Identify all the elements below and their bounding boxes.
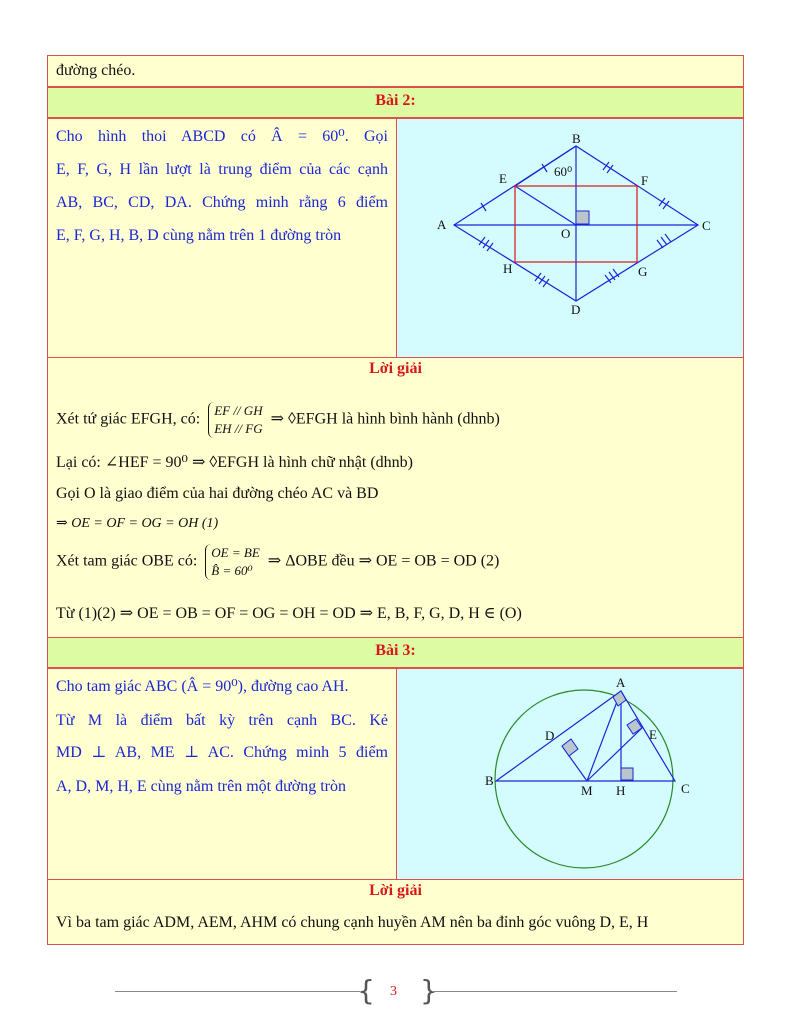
label-d: D (571, 302, 581, 317)
label-e: E (499, 171, 507, 186)
bai2-problem-line-1: Cho hình thoi ABCD có Â = 60⁰. Gọi (56, 128, 388, 145)
bai2-problem-line-4: E, F, G, H, B, D cùng nằm trên 1 đường tròn (56, 227, 342, 244)
bai3-title: Bài 3: (375, 642, 416, 659)
bai3-figure-cell (396, 668, 744, 880)
bai2-problem-line-3: AB, BC, CD, DA. Chứng minh rằng 6 điểm (56, 194, 388, 211)
right-angle-mark-o (576, 211, 589, 224)
segment-me (587, 728, 642, 781)
triangle-circle-figure (397, 669, 743, 879)
bai2-figure-cell (396, 118, 744, 358)
label-a3: A (616, 675, 626, 690)
label-c: C (702, 218, 711, 233)
bai3-problem-line-4: A, D, M, H, E cùng nằm trên một đường tròn (56, 778, 346, 795)
loigiai1-system-2 (205, 544, 259, 580)
bai3-header (47, 637, 744, 668)
loigiai1-system-1-eq-1: EF // GH (214, 403, 263, 418)
label-a: A (437, 217, 447, 232)
loigiai1-line-5 (56, 544, 499, 580)
label-m3: M (581, 783, 593, 798)
loigiai1-system-1-eq-2: EH // FG (214, 421, 263, 436)
label-h: H (503, 261, 513, 276)
rhombus-figure (397, 119, 743, 357)
loigiai1-cell (47, 357, 744, 638)
loigiai1-line-4: ⇒ OE = OF = OG = OH (1) (56, 516, 219, 531)
loigiai2-line-1: Vì ba tam giác ADM, AEM, AHM có chung cạnh huyền AM nên ba đỉnh góc vuông D, E, H (56, 914, 649, 931)
right-angle-mark-d (562, 739, 578, 756)
loigiai1-line-3: Gọi O là giao điểm của hai đường chéo AC và BD (56, 485, 379, 502)
bai3-problem (56, 675, 388, 809)
label-o: O (561, 226, 571, 241)
loigiai1-system-2-eq-1: OE = BE (211, 545, 260, 560)
loigiai2-title: Lời giải (369, 882, 422, 899)
ticks-bf (603, 162, 613, 173)
label-e3: E (649, 727, 657, 742)
footer-line-right (432, 991, 677, 992)
loigiai1-line-2: Lại có: ∠HEF = 90⁰ ⇒ ◊EFGH là hình chữ nhật (dhnb) (56, 454, 413, 471)
bai2-title: Bài 2: (375, 92, 416, 109)
loigiai1-line-1-pre: Xét tứ giác EFGH, có: (56, 410, 201, 428)
loigiai1-line-1-post: ⇒ ◊EFGH là hình bình hành (dhnb) (270, 410, 500, 428)
label-g: G (638, 264, 648, 279)
top-row-text: đường chéo. (56, 62, 136, 79)
label-c3: C (681, 781, 690, 796)
label-angle-60: 60⁰ (554, 164, 573, 179)
label-b3: B (485, 773, 494, 788)
page-number: 3 (390, 984, 397, 999)
right-angle-mark-a (613, 691, 626, 706)
ticks-hd (535, 273, 549, 287)
right-angle-mark-h (621, 768, 633, 780)
label-f: F (641, 173, 649, 188)
label-h3: H (616, 783, 626, 798)
footer-bracket-right: } (420, 974, 438, 1007)
loigiai1-line-5-pre: Xét tam giác OBE có: (56, 552, 198, 570)
bai3-problem-line-1: Cho tam giác ABC (Â = 90⁰), đường cao AH. (56, 678, 349, 695)
bai3-problem-line-3: MD ⊥ AB, ME ⊥ AC. Chứng minh 5 điểm (56, 744, 388, 761)
loigiai1-system-2-eq-2: B̂ = 60⁰ (211, 563, 253, 578)
footer-bracket-left: { (357, 974, 375, 1007)
segment-eo (515, 186, 576, 225)
top-row (47, 55, 744, 87)
footer-line-left (115, 991, 360, 992)
loigiai1-title: Lời giải (369, 360, 422, 377)
loigiai1-line-1 (56, 402, 500, 438)
bai2-header (47, 87, 744, 118)
segment-am (587, 691, 621, 781)
circumcircle (495, 690, 673, 868)
bai2-problem-line-2: E, F, G, H lần lượt là trung điểm của các cạnh (56, 161, 388, 178)
bai3-problem-cell (47, 668, 397, 880)
ticks-ah (479, 237, 493, 251)
bai2-problem (56, 124, 388, 256)
label-d3: D (545, 728, 555, 743)
loigiai1-line-5-post: ⇒ ΔOBE đều ⇒ OE = OB = OD (2) (267, 552, 500, 570)
loigiai1-line-6: Từ (1)(2) ⇒ OE = OB = OF = OG = OH = OD ⇒ E, B, F, G, D, H ∈ (O) (56, 605, 522, 622)
label-b: B (572, 131, 581, 146)
bai2-problem-cell (47, 118, 397, 358)
loigiai2-cell (47, 879, 744, 945)
loigiai1-system-1 (208, 402, 262, 438)
bai3-problem-line-2: Từ M là điểm bất kỳ trên cạnh BC. Kẻ (56, 712, 388, 729)
